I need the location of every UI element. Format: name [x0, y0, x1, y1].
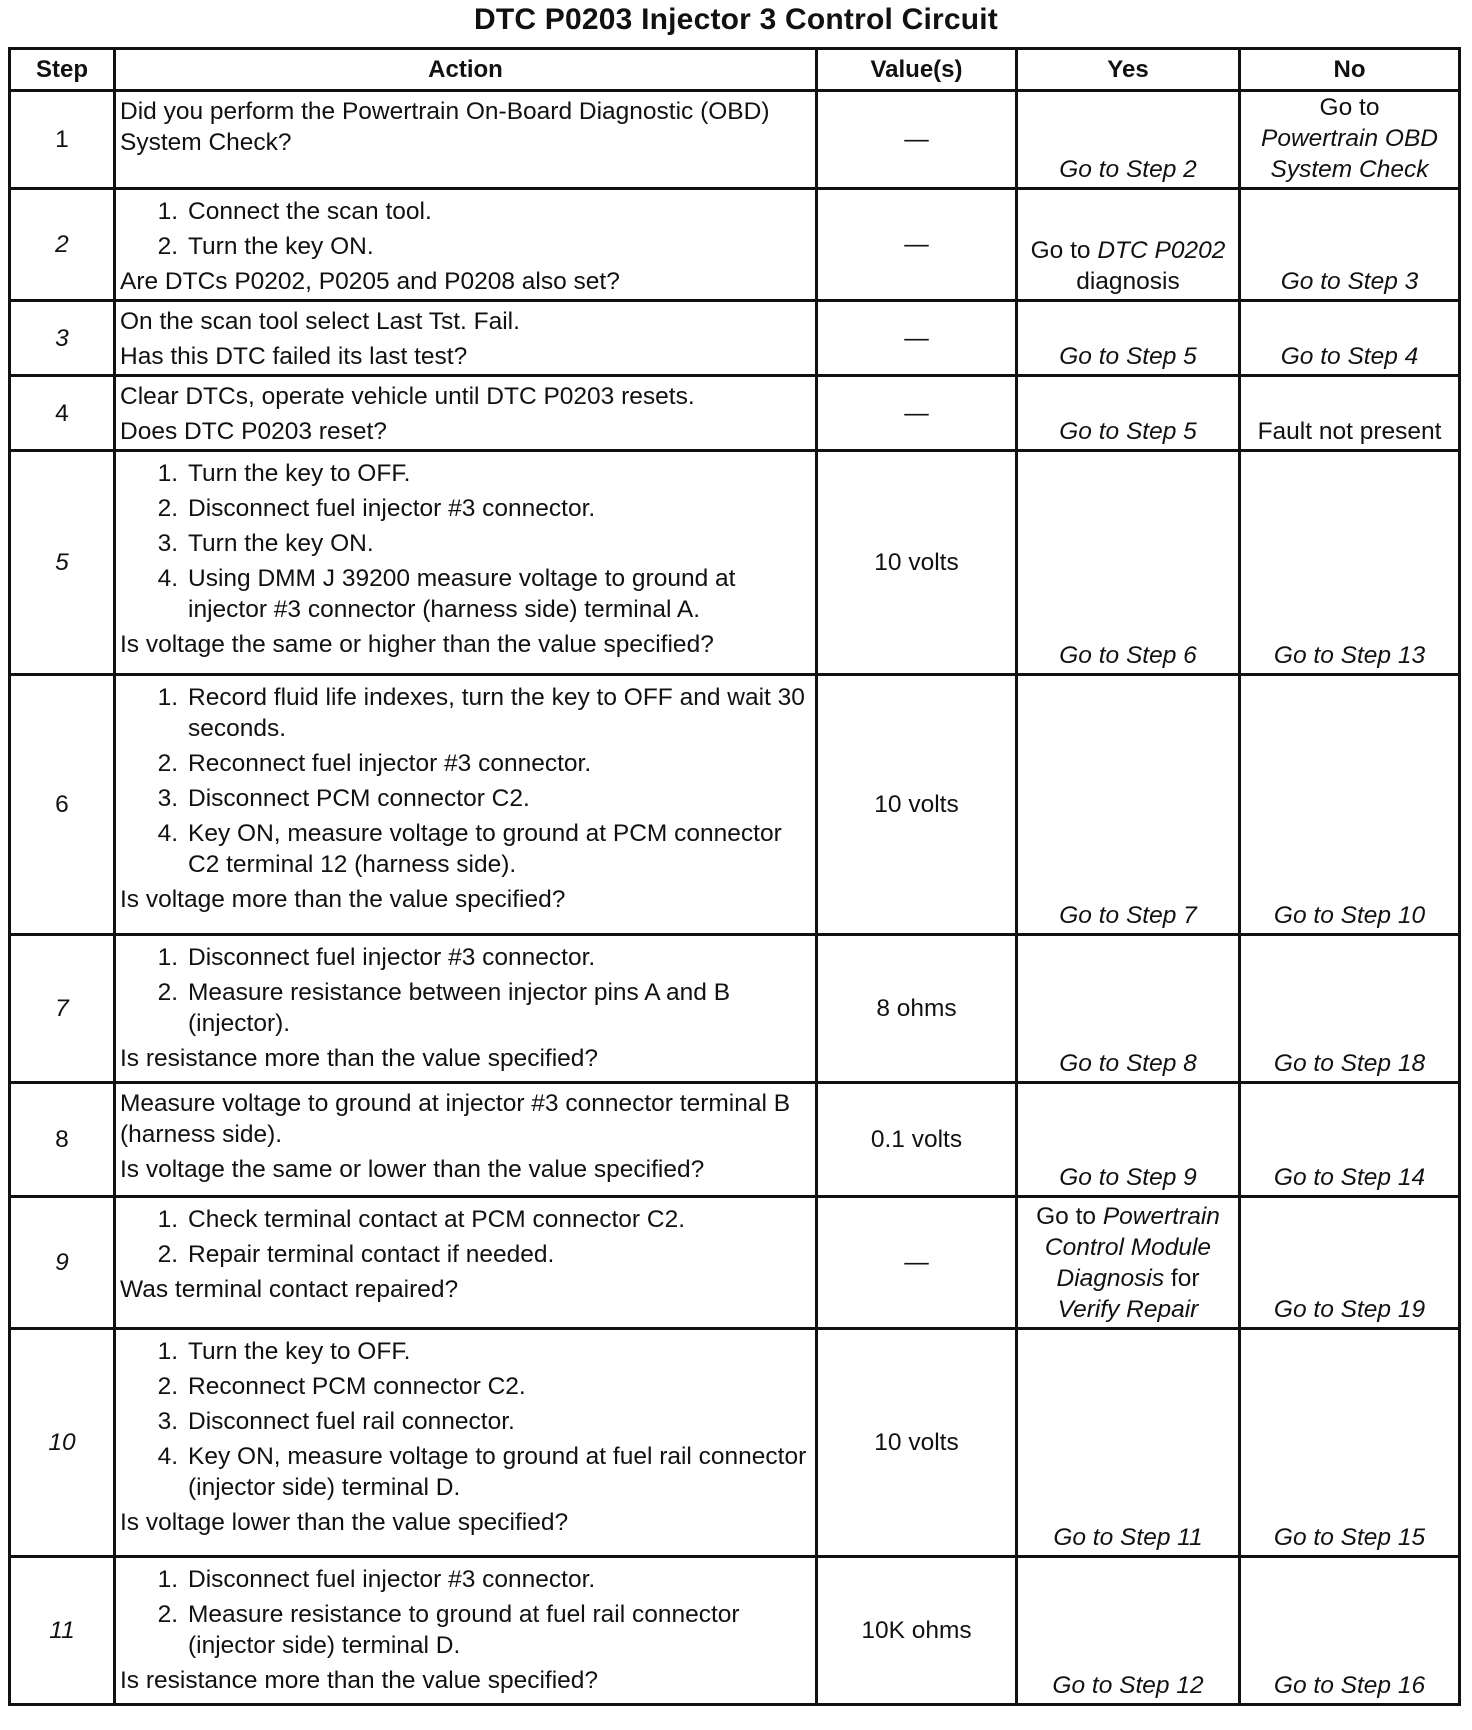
table-row: [10, 935, 1460, 1083]
question-text: Is voltage the same or lower than the value specified?: [120, 1156, 705, 1183]
instruction-item: 3. Turn the key ON.: [157, 530, 374, 557]
table-row: [10, 189, 1460, 301]
step-number: 6: [10, 675, 115, 935]
value-cell: —: [817, 376, 1017, 451]
yes-cell: [1017, 1083, 1240, 1197]
action-cell: [115, 1083, 817, 1197]
no-cell: [1240, 1083, 1460, 1197]
instruction-item: 3. Disconnect PCM connector C2.: [157, 785, 530, 812]
question-text: Is voltage the same or higher than the value specified?: [120, 631, 714, 658]
step-number: 9: [10, 1197, 115, 1329]
yes-text: Go to Step 5: [1059, 343, 1197, 370]
yes-text: Go to Step 2: [1059, 156, 1197, 183]
question-text: Is voltage more than the value specified?: [120, 886, 566, 913]
table-row: [10, 675, 1460, 935]
no-cell: [1240, 1197, 1460, 1329]
yes-cell: [1017, 451, 1240, 675]
value-cell: —: [817, 1197, 1017, 1329]
step-number: 5: [10, 451, 115, 675]
action-cell: [115, 1197, 817, 1329]
yes-cell: [1017, 1197, 1240, 1329]
action-cell: [115, 451, 817, 675]
no-text: Go to Step 18: [1273, 1050, 1426, 1077]
step-number: 4: [10, 376, 115, 451]
yes-text: Go to Step 8: [1059, 1050, 1197, 1077]
header-action: Action: [115, 49, 817, 91]
no-cell: [1240, 91, 1460, 189]
instruction-item: 3. Disconnect fuel rail connector.: [157, 1408, 515, 1435]
yes-text: Go to Step 5: [1059, 418, 1197, 445]
step-number: 11: [10, 1557, 115, 1705]
no-cell: [1240, 1557, 1460, 1705]
value-cell: 10 volts: [817, 1329, 1017, 1557]
yes-cell: [1017, 189, 1240, 301]
yes-text: Verify Repair: [1057, 1296, 1199, 1323]
instruction-item: 2. Reconnect PCM connector C2.: [157, 1373, 526, 1400]
no-text: Go to Step 4: [1280, 343, 1419, 370]
no-text: Go to Step 19: [1273, 1296, 1426, 1323]
yes-cell: [1017, 301, 1240, 376]
yes-cell: [1017, 376, 1240, 451]
no-text: Go to Step 14: [1273, 1164, 1426, 1191]
step-number: 10: [10, 1329, 115, 1557]
yes-text: Control Module: [1044, 1234, 1212, 1261]
step-number: 7: [10, 935, 115, 1083]
question-text: Is resistance more than the value specified?: [120, 1045, 599, 1072]
no-text: Go to Step 16: [1273, 1672, 1426, 1699]
header-row: [10, 49, 1460, 91]
table-row: [10, 1329, 1460, 1557]
page-title: DTC P0203 Injector 3 Control Circuit: [474, 3, 998, 36]
instruction-item: 1. Connect the scan tool.: [157, 198, 432, 225]
header-values: Value(s): [817, 49, 1017, 91]
no-text: Go to Step 3: [1280, 268, 1419, 295]
instruction-item: 4. Key ON, measure voltage to ground at fuel rail connector (injector side) terminal D.: [157, 1443, 807, 1501]
yes-cell: [1017, 1557, 1240, 1705]
step-number: 2: [10, 189, 115, 301]
instruction-item: 2. Repair terminal contact if needed.: [157, 1241, 555, 1268]
value-cell: 8 ohms: [817, 935, 1017, 1083]
question-text: Has this DTC failed its last test?: [120, 343, 468, 370]
header-no: No: [1240, 49, 1460, 91]
instruction-item: 1. Check terminal contact at PCM connector C2.: [157, 1206, 686, 1233]
step-number: 1: [10, 91, 115, 189]
no-text: Powertrain OBD: [1260, 125, 1438, 152]
question-text: Is voltage lower than the value specified?: [120, 1509, 569, 1536]
diagnostic-table: [8, 47, 1461, 1706]
value-cell: 10 volts: [817, 451, 1017, 675]
table-row: [10, 1083, 1460, 1197]
action-cell: [115, 91, 817, 189]
step-number: 3: [10, 301, 115, 376]
action-cell: [115, 1329, 817, 1557]
no-cell: [1240, 189, 1460, 301]
no-cell: [1240, 451, 1460, 675]
instruction-item: 1. Turn the key to OFF.: [157, 1338, 411, 1365]
table-row: [10, 91, 1460, 189]
action-text: On the scan tool select Last Tst. Fail.: [120, 308, 520, 335]
yes-cell: [1017, 675, 1240, 935]
no-cell: [1240, 675, 1460, 935]
yes-text: Go to Step 7: [1059, 902, 1197, 929]
action-cell: [115, 935, 817, 1083]
instruction-item: 2. Turn the key ON.: [157, 233, 374, 260]
value-cell: 10K ohms: [817, 1557, 1017, 1705]
value-cell: —: [817, 189, 1017, 301]
value-cell: —: [817, 91, 1017, 189]
yes-text: Go to Step 11: [1053, 1524, 1203, 1551]
yes-text: Go to Step 12: [1052, 1672, 1204, 1699]
no-cell: [1240, 935, 1460, 1083]
action-cell: [115, 376, 817, 451]
action-text: Measure voltage to ground at injector #3 connector terminal B (harness side).: [120, 1090, 791, 1148]
action-cell: [115, 1557, 817, 1705]
step-number: 8: [10, 1083, 115, 1197]
table-row: [10, 376, 1460, 451]
no-cell: [1240, 376, 1460, 451]
no-text: Go to Step 15: [1273, 1524, 1426, 1551]
instruction-item: 1. Record fluid life indexes, turn the key to OFF and wait 30 seconds.: [157, 684, 805, 742]
no-cell: [1240, 1329, 1460, 1557]
yes-text: Go to: [1036, 1203, 1103, 1230]
no-text: Fault not present: [1257, 418, 1442, 445]
table-row: [10, 1197, 1460, 1329]
instruction-item: 2. Reconnect fuel injector #3 connector.: [157, 750, 592, 777]
header-step: Step: [10, 49, 115, 91]
yes-text: DTC P0202: [1097, 237, 1226, 264]
action-cell: [115, 189, 817, 301]
instruction-item: 1. Turn the key to OFF.: [157, 460, 411, 487]
action-text: Clear DTCs, operate vehicle until DTC P0203 resets.: [120, 383, 695, 410]
instruction-item: 1. Disconnect fuel injector #3 connector.: [157, 944, 596, 971]
instruction-item: 4. Using DMM J 39200 measure voltage to ground at injector #3 connector (harness side) terminal A.: [157, 565, 736, 623]
yes-text: Go to Step 6: [1059, 642, 1197, 669]
yes-text: for: [1164, 1265, 1200, 1292]
yes-text: Go to: [1030, 237, 1098, 264]
yes-text: Powertrain: [1102, 1203, 1220, 1230]
question-text: Was terminal contact repaired?: [120, 1276, 459, 1303]
action-text: Did you perform the Powertrain On-Board Diagnostic (OBD) System Check?: [120, 98, 770, 156]
instruction-item: 2. Disconnect fuel injector #3 connector.: [157, 495, 596, 522]
yes-cell: [1017, 91, 1240, 189]
table-row: [10, 451, 1460, 675]
table-row: [10, 301, 1460, 376]
value-cell: —: [817, 301, 1017, 376]
instruction-item: 1. Disconnect fuel injector #3 connector.: [157, 1566, 596, 1593]
value-cell: 0.1 volts: [817, 1083, 1017, 1197]
yes-cell: [1017, 935, 1240, 1083]
table-row: [10, 1557, 1460, 1705]
no-text: System Check: [1270, 156, 1429, 183]
instruction-item: 4. Key ON, measure voltage to ground at PCM connector C2 terminal 12 (harness side).: [157, 820, 782, 878]
value-cell: 10 volts: [817, 675, 1017, 935]
question-text: Does DTC P0203 reset?: [120, 418, 387, 445]
action-cell: [115, 675, 817, 935]
no-text: Go to Step 10: [1273, 902, 1426, 929]
no-text: Go to: [1319, 94, 1380, 121]
question-text: Are DTCs P0202, P0205 and P0208 also set?: [120, 268, 620, 295]
no-text: Go to Step 13: [1273, 642, 1426, 669]
no-cell: [1240, 301, 1460, 376]
action-cell: [115, 301, 817, 376]
yes-text: diagnosis: [1076, 268, 1180, 295]
yes-text: Go to Step 9: [1059, 1164, 1197, 1191]
yes-cell: [1017, 1329, 1240, 1557]
yes-text: Diagnosis: [1056, 1265, 1165, 1292]
instruction-item: 2. Measure resistance between injector pins A and B (injector).: [157, 979, 731, 1037]
instruction-item: 2. Measure resistance to ground at fuel rail connector (injector side) terminal D.: [157, 1601, 740, 1659]
question-text: Is resistance more than the value specified?: [120, 1667, 599, 1694]
header-yes: Yes: [1017, 49, 1240, 91]
